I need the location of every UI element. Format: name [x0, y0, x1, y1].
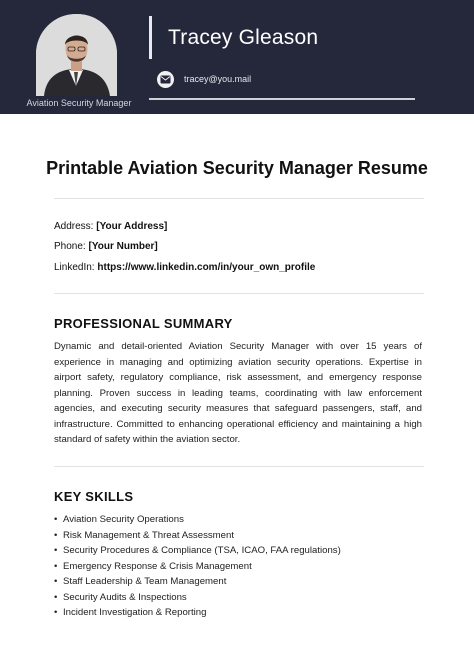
phone-line [54, 241, 158, 252]
phone-label: Phone: [54, 241, 86, 252]
list-item: • Incident Investigation & Reporting [54, 605, 341, 621]
linkedin-line [54, 262, 315, 273]
address-line [54, 221, 167, 232]
envelope-icon [157, 71, 174, 88]
linkedin-link[interactable]: https://www.linkedin.com/in/your_own_profile [97, 262, 316, 273]
header-email[interactable]: tracey@you.mail [184, 74, 252, 84]
summary-heading: PROFESSIONAL SUMMARY [54, 316, 233, 331]
address-label: Address: [54, 221, 94, 232]
list-item: • Emergency Response & Crisis Management [54, 559, 341, 575]
header-divider [149, 98, 415, 100]
list-item: • Security Audits & Inspections [54, 590, 341, 606]
address-value: [Your Address] [96, 221, 168, 232]
resume-header [0, 0, 474, 114]
list-item: • Aviation Security Operations [54, 512, 341, 528]
skills-heading: KEY SKILLS [54, 489, 134, 504]
resume-title: Printable Aviation Security Manager Resume [46, 158, 428, 178]
divider [54, 466, 424, 467]
profile-photo [36, 14, 117, 96]
header-accent-bar [149, 16, 152, 59]
linkedin-label: LinkedIn: [54, 262, 95, 273]
divider [54, 198, 424, 199]
header-name: Tracey Gleason [168, 26, 319, 49]
list-item: • Staff Leadership & Team Management [54, 574, 341, 590]
list-item: • Security Procedures & Compliance (TSA, ICAO, FAA regulations) [54, 543, 341, 559]
header-role: Aviation Security Manager [26, 98, 132, 108]
divider [54, 293, 424, 294]
phone-value: [Your Number] [88, 241, 158, 252]
summary-text: Dynamic and detail-oriented Aviation Security Manager with over 15 years of experience in managing and optimizing aviation security operations. Expertise in airport safety, regulatory compliance, risk assessment, and emergency response planning. Proven success in leading teams, coordinating with law enforcement agencies, and executing security measures that safeguard passengers, staff, and infrastructure. Committed to enhancing operational efficiency and maintaining a high standard of safety within the aviation sector. [54, 341, 422, 445]
list-item: • Risk Management & Threat Assessment [54, 528, 341, 544]
skills-list [54, 512, 341, 621]
